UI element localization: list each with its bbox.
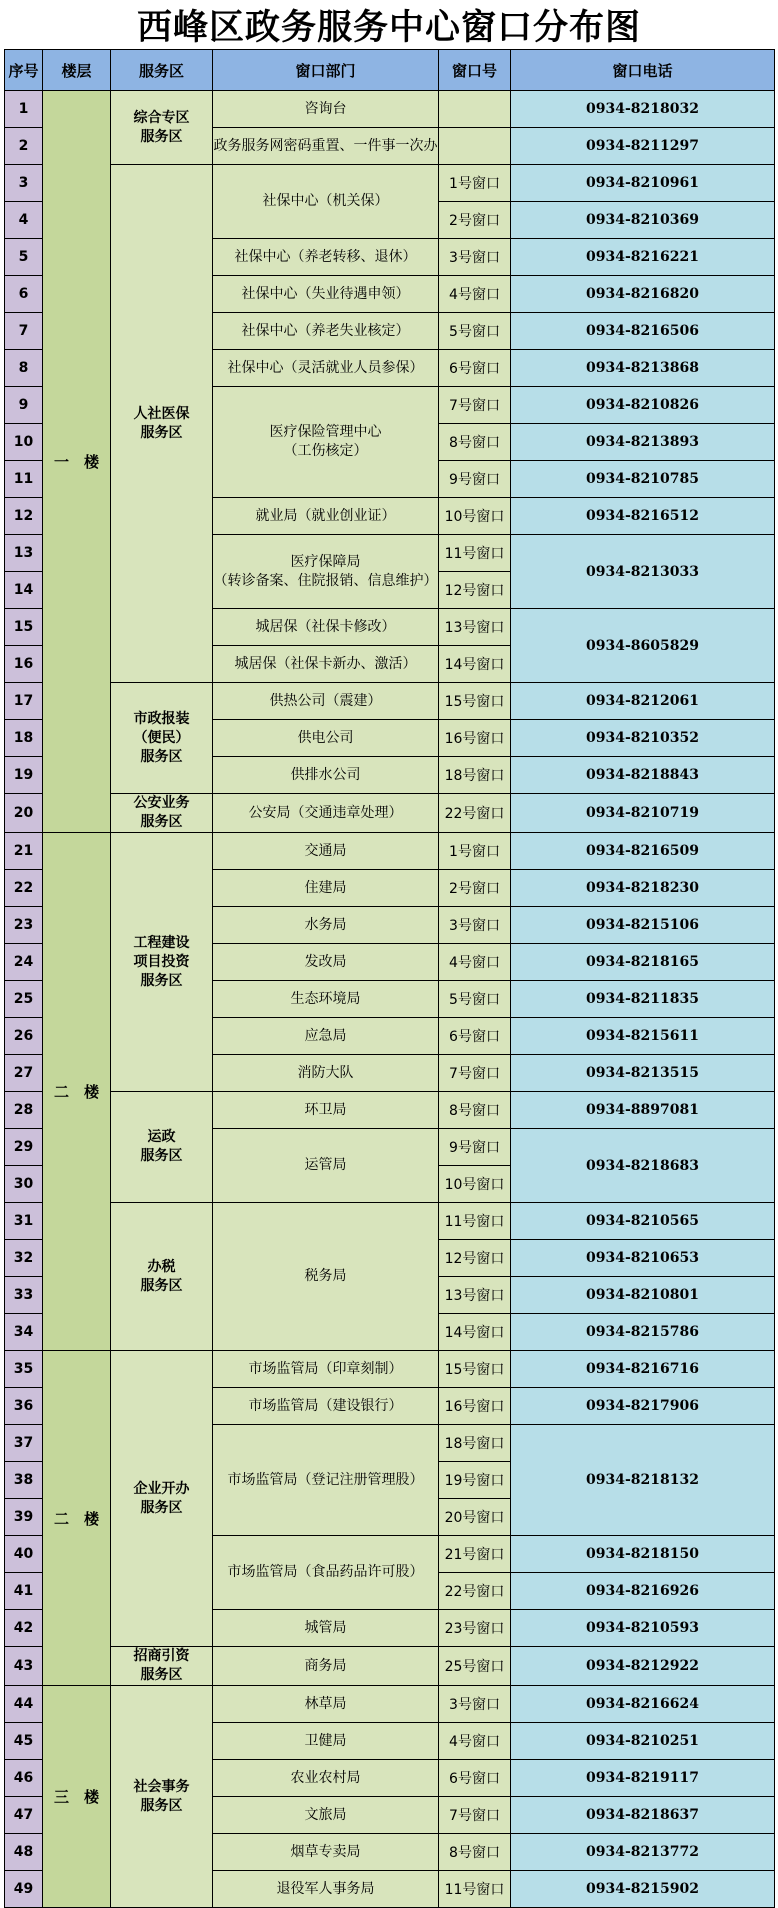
row-index: 1 — [5, 91, 43, 128]
row-index: 34 — [5, 1314, 43, 1351]
table-row — [5, 1647, 775, 1686]
table-row — [5, 165, 775, 202]
window-phone: 0934-8210961 — [511, 165, 775, 202]
row-index: 39 — [5, 1499, 43, 1536]
window-phone: 0934-8218132 — [511, 1425, 775, 1536]
window-number: 1号窗口 — [439, 165, 511, 202]
window-phone: 0934-8218843 — [511, 757, 775, 794]
window-phone: 0934-8218032 — [511, 91, 775, 128]
window-number: 4号窗口 — [439, 1723, 511, 1760]
row-index: 25 — [5, 981, 43, 1018]
service-zone: 企业开办 服务区 — [111, 1351, 213, 1647]
window-number: 5号窗口 — [439, 313, 511, 350]
department: 社保中心（养老转移、退休） — [213, 239, 439, 276]
department: 环卫局 — [213, 1092, 439, 1129]
window-number: 10号窗口 — [439, 498, 511, 535]
window-number: 15号窗口 — [439, 1351, 511, 1388]
table-body — [5, 91, 775, 1908]
row-index: 12 — [5, 498, 43, 535]
row-index: 20 — [5, 794, 43, 833]
row-index: 36 — [5, 1388, 43, 1425]
row-index: 44 — [5, 1686, 43, 1723]
floor-label: 二 楼 — [43, 833, 111, 1351]
floor-label: 三 楼 — [43, 1686, 111, 1908]
row-index: 29 — [5, 1129, 43, 1166]
window-phone: 0934-8210785 — [511, 461, 775, 498]
row-index: 43 — [5, 1647, 43, 1686]
window-number: 4号窗口 — [439, 276, 511, 313]
table-row — [5, 794, 775, 833]
row-index: 5 — [5, 239, 43, 276]
window-phone: 0934-8605829 — [511, 609, 775, 683]
row-index: 27 — [5, 1055, 43, 1092]
window-phone: 0934-8210593 — [511, 1610, 775, 1647]
window-number: 11号窗口 — [439, 1203, 511, 1240]
window-number: 11号窗口 — [439, 535, 511, 572]
header-service-zone: 服务区 — [111, 50, 213, 91]
window-phone: 0934-8211835 — [511, 981, 775, 1018]
window-number: 8号窗口 — [439, 1834, 511, 1871]
window-phone: 0934-8210801 — [511, 1277, 775, 1314]
window-number: 8号窗口 — [439, 1092, 511, 1129]
window-number: 23号窗口 — [439, 1610, 511, 1647]
window-number: 13号窗口 — [439, 609, 511, 646]
department: 城管局 — [213, 1610, 439, 1647]
row-index: 13 — [5, 535, 43, 572]
row-index: 2 — [5, 128, 43, 165]
department: 烟草专卖局 — [213, 1834, 439, 1871]
department: 水务局 — [213, 907, 439, 944]
window-number: 7号窗口 — [439, 1055, 511, 1092]
service-zone: 社会事务 服务区 — [111, 1686, 213, 1908]
department: 供排水公司 — [213, 757, 439, 794]
service-zone: 招商引资 服务区 — [111, 1647, 213, 1686]
row-index: 10 — [5, 424, 43, 461]
window-phone: 0934-8213868 — [511, 350, 775, 387]
window-number: 15号窗口 — [439, 683, 511, 720]
window-phone: 0934-8210826 — [511, 387, 775, 424]
department: 市场监管局（登记注册管理股） — [213, 1425, 439, 1536]
window-phone: 0934-8212922 — [511, 1647, 775, 1686]
window-number: 13号窗口 — [439, 1277, 511, 1314]
department: 商务局 — [213, 1647, 439, 1686]
department: 医疗保障局 （转诊备案、住院报销、信息维护） — [213, 535, 439, 609]
service-zone: 人社医保 服务区 — [111, 165, 213, 683]
window-number: 18号窗口 — [439, 757, 511, 794]
department: 政务服务网密码重置、一件事一次办 — [213, 128, 439, 165]
window-number: 3号窗口 — [439, 239, 511, 276]
window-phone: 0934-8213893 — [511, 424, 775, 461]
window-number: 5号窗口 — [439, 981, 511, 1018]
department: 公安局（交通违章处理） — [213, 794, 439, 833]
row-index: 32 — [5, 1240, 43, 1277]
department: 城居保（社保卡新办、激活） — [213, 646, 439, 683]
row-index: 42 — [5, 1610, 43, 1647]
row-index: 23 — [5, 907, 43, 944]
window-number: 7号窗口 — [439, 387, 511, 424]
row-index: 14 — [5, 572, 43, 609]
department: 市场监管局（印章刻制） — [213, 1351, 439, 1388]
header-index: 序号 — [5, 50, 43, 91]
row-index: 30 — [5, 1166, 43, 1203]
row-index: 37 — [5, 1425, 43, 1462]
department: 农业农村局 — [213, 1760, 439, 1797]
row-index: 4 — [5, 202, 43, 239]
row-index: 38 — [5, 1462, 43, 1499]
row-index: 40 — [5, 1536, 43, 1573]
window-phone: 0934-8218637 — [511, 1797, 775, 1834]
department: 发改局 — [213, 944, 439, 981]
row-index: 31 — [5, 1203, 43, 1240]
department: 税务局 — [213, 1203, 439, 1351]
window-number: 14号窗口 — [439, 646, 511, 683]
department: 城居保（社保卡修改） — [213, 609, 439, 646]
window-number: 12号窗口 — [439, 572, 511, 609]
window-phone: 0934-8216509 — [511, 833, 775, 870]
row-index: 8 — [5, 350, 43, 387]
page-title: 西峰区政务服务中心窗口分布图 — [136, 6, 641, 48]
row-index: 46 — [5, 1760, 43, 1797]
window-phone: 0934-8218150 — [511, 1536, 775, 1573]
table-row — [5, 1351, 775, 1388]
window-number: 19号窗口 — [439, 1462, 511, 1499]
row-index: 26 — [5, 1018, 43, 1055]
service-zone: 综合专区 服务区 — [111, 91, 213, 165]
row-index: 28 — [5, 1092, 43, 1129]
window-phone: 0934-8897081 — [511, 1092, 775, 1129]
window-phone: 0934-8213772 — [511, 1834, 775, 1871]
row-index: 24 — [5, 944, 43, 981]
window-phone: 0934-8216506 — [511, 313, 775, 350]
window-number: 7号窗口 — [439, 1797, 511, 1834]
row-index: 9 — [5, 387, 43, 424]
window-number: 3号窗口 — [439, 907, 511, 944]
service-zone: 市政报装 （便民） 服务区 — [111, 683, 213, 794]
window-number: 2号窗口 — [439, 202, 511, 239]
window-number — [439, 91, 511, 128]
department: 市场监管局（食品药品许可股） — [213, 1536, 439, 1610]
window-number: 8号窗口 — [439, 424, 511, 461]
window-number: 4号窗口 — [439, 944, 511, 981]
row-index: 41 — [5, 1573, 43, 1610]
header-window-number: 窗口号 — [439, 50, 511, 91]
department: 社保中心（机关保） — [213, 165, 439, 239]
window-number: 11号窗口 — [439, 1871, 511, 1908]
window-number: 21号窗口 — [439, 1536, 511, 1573]
row-index: 22 — [5, 870, 43, 907]
department: 市场监管局（建设银行） — [213, 1388, 439, 1425]
row-index: 49 — [5, 1871, 43, 1908]
window-number: 9号窗口 — [439, 461, 511, 498]
header-phone: 窗口电话 — [511, 50, 775, 91]
department: 运管局 — [213, 1129, 439, 1203]
department: 文旅局 — [213, 1797, 439, 1834]
window-number: 16号窗口 — [439, 720, 511, 757]
row-index: 33 — [5, 1277, 43, 1314]
window-number: 22号窗口 — [439, 794, 511, 833]
department: 林草局 — [213, 1686, 439, 1723]
row-index: 11 — [5, 461, 43, 498]
department: 医疗保险管理中心 （工伤核定） — [213, 387, 439, 498]
window-phone: 0934-8210251 — [511, 1723, 775, 1760]
department: 退役军人事务局 — [213, 1871, 439, 1908]
window-number — [439, 128, 511, 165]
window-phone: 0934-8216221 — [511, 239, 775, 276]
window-phone: 0934-8215786 — [511, 1314, 775, 1351]
floor-label: 一 楼 — [43, 91, 111, 833]
header-department: 窗口部门 — [213, 50, 439, 91]
window-number: 18号窗口 — [439, 1425, 511, 1462]
row-index: 47 — [5, 1797, 43, 1834]
window-distribution-table — [4, 49, 775, 1908]
window-phone: 0934-8216716 — [511, 1351, 775, 1388]
window-number: 16号窗口 — [439, 1388, 511, 1425]
table-row — [5, 683, 775, 720]
window-phone: 0934-8215611 — [511, 1018, 775, 1055]
service-zone: 办税 服务区 — [111, 1203, 213, 1351]
department: 卫健局 — [213, 1723, 439, 1760]
department: 住建局 — [213, 870, 439, 907]
window-phone: 0934-8210719 — [511, 794, 775, 833]
window-phone: 0934-8218165 — [511, 944, 775, 981]
table-row — [5, 91, 775, 128]
department: 就业局（就业创业证） — [213, 498, 439, 535]
window-phone: 0934-8218230 — [511, 870, 775, 907]
window-phone: 0934-8212061 — [511, 683, 775, 720]
row-index: 15 — [5, 609, 43, 646]
row-index: 3 — [5, 165, 43, 202]
department: 生态环境局 — [213, 981, 439, 1018]
window-number: 1号窗口 — [439, 833, 511, 870]
window-phone: 0934-8213033 — [511, 535, 775, 609]
service-zone: 运政 服务区 — [111, 1092, 213, 1203]
window-phone: 0934-8216820 — [511, 276, 775, 313]
window-phone: 0934-8217906 — [511, 1388, 775, 1425]
row-index: 45 — [5, 1723, 43, 1760]
window-number: 20号窗口 — [439, 1499, 511, 1536]
service-zone: 公安业务 服务区 — [111, 794, 213, 833]
department: 应急局 — [213, 1018, 439, 1055]
window-number: 6号窗口 — [439, 1760, 511, 1797]
window-number: 3号窗口 — [439, 1686, 511, 1723]
header-floor: 楼层 — [43, 50, 111, 91]
window-phone: 0934-8210352 — [511, 720, 775, 757]
department: 交通局 — [213, 833, 439, 870]
window-number: 6号窗口 — [439, 350, 511, 387]
window-phone: 0934-8210653 — [511, 1240, 775, 1277]
window-number: 12号窗口 — [439, 1240, 511, 1277]
table-row — [5, 833, 775, 870]
window-number: 6号窗口 — [439, 1018, 511, 1055]
row-index: 21 — [5, 833, 43, 870]
window-phone: 0934-8210565 — [511, 1203, 775, 1240]
window-phone: 0934-8213515 — [511, 1055, 775, 1092]
department: 供热公司（震建） — [213, 683, 439, 720]
department: 供电公司 — [213, 720, 439, 757]
department: 社保中心（养老失业核定） — [213, 313, 439, 350]
department: 消防大队 — [213, 1055, 439, 1092]
row-index: 18 — [5, 720, 43, 757]
window-phone: 0934-8219117 — [511, 1760, 775, 1797]
table-row — [5, 1686, 775, 1723]
row-index: 48 — [5, 1834, 43, 1871]
row-index: 16 — [5, 646, 43, 683]
window-phone: 0934-8211297 — [511, 128, 775, 165]
window-number: 14号窗口 — [439, 1314, 511, 1351]
table-row — [5, 1092, 775, 1129]
window-phone: 0934-8210369 — [511, 202, 775, 239]
row-index: 35 — [5, 1351, 43, 1388]
row-index: 6 — [5, 276, 43, 313]
service-zone: 工程建设 项目投资 服务区 — [111, 833, 213, 1092]
row-index: 19 — [5, 757, 43, 794]
department: 咨询台 — [213, 91, 439, 128]
department: 社保中心（失业待遇申领） — [213, 276, 439, 313]
window-phone: 0934-8216926 — [511, 1573, 775, 1610]
window-phone: 0934-8215106 — [511, 907, 775, 944]
header-row — [5, 50, 775, 91]
department: 社保中心（灵活就业人员参保） — [213, 350, 439, 387]
row-index: 17 — [5, 683, 43, 720]
window-phone: 0934-8216512 — [511, 498, 775, 535]
table-row — [5, 1203, 775, 1240]
window-number: 22号窗口 — [439, 1573, 511, 1610]
window-number: 25号窗口 — [439, 1647, 511, 1686]
row-index: 7 — [5, 313, 43, 350]
window-number: 9号窗口 — [439, 1129, 511, 1166]
window-number: 10号窗口 — [439, 1166, 511, 1203]
window-phone: 0934-8218683 — [511, 1129, 775, 1203]
window-phone: 0934-8216624 — [511, 1686, 775, 1723]
window-phone: 0934-8215902 — [511, 1871, 775, 1908]
floor-label: 二 楼 — [43, 1351, 111, 1686]
window-number: 2号窗口 — [439, 870, 511, 907]
